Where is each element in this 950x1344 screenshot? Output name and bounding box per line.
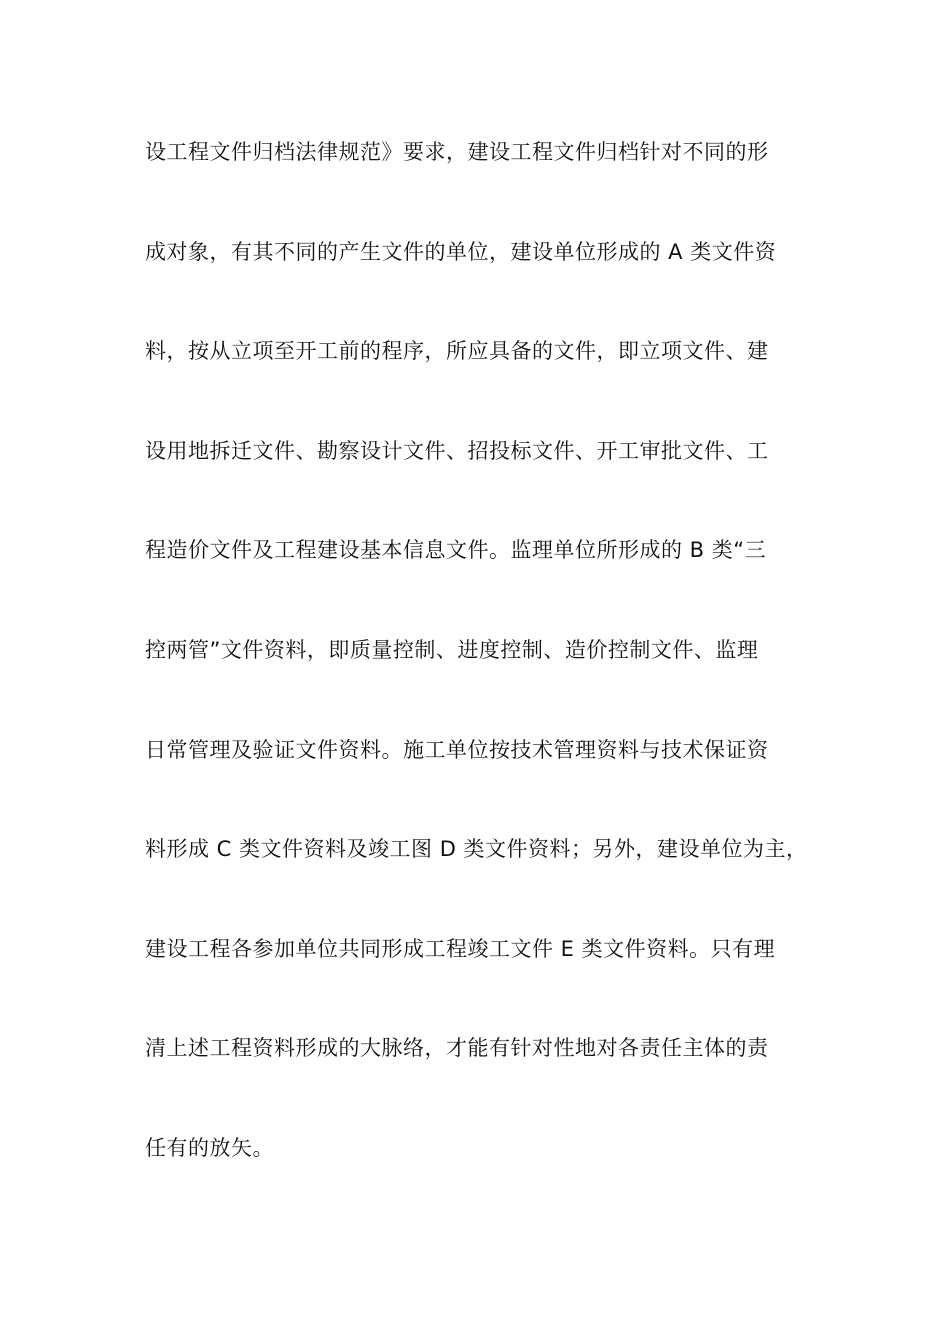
body-paragraph (145, 128, 825, 1224)
text-line: 控两管”文件资料，即质量控制、进度控制、造价控制文件、监理 (145, 637, 759, 662)
text-line: 任有的放矢。 (145, 1135, 274, 1160)
text-line: 设工程文件归档法律规范》要求，建设工程文件归档针对不同的形 (145, 140, 769, 164)
text-line: 设用地拆迁文件、勘察设计文件、招投标文件、开工审批文件、工 (145, 438, 769, 463)
text-line: 程造价文件及工程建设基本信息文件。监理单位所形成的 B 类“三 (145, 538, 767, 563)
text-line: 料形成 C 类文件资料及竣工图 D 类文件资料；另外，建设单位为主， (145, 837, 808, 862)
text-line: 成对象，有其不同的产生文件的单位，建设单位形成的 A 类文件资 (145, 239, 777, 264)
text-line: 日常管理及验证文件资料。施工单位按技术管理资料与技术保证资 (145, 737, 769, 762)
text-line: 建设工程各参加单位共同形成工程竣工文件 E 类文件资料。只有理 (145, 936, 776, 961)
text-line: 料，按从立项至开工前的程序，所应具备的文件，即立项文件、建 (145, 339, 769, 364)
text-line: 清上述工程资料形成的大脉络，才能有针对性地对各责任主体的责 (145, 1036, 769, 1061)
